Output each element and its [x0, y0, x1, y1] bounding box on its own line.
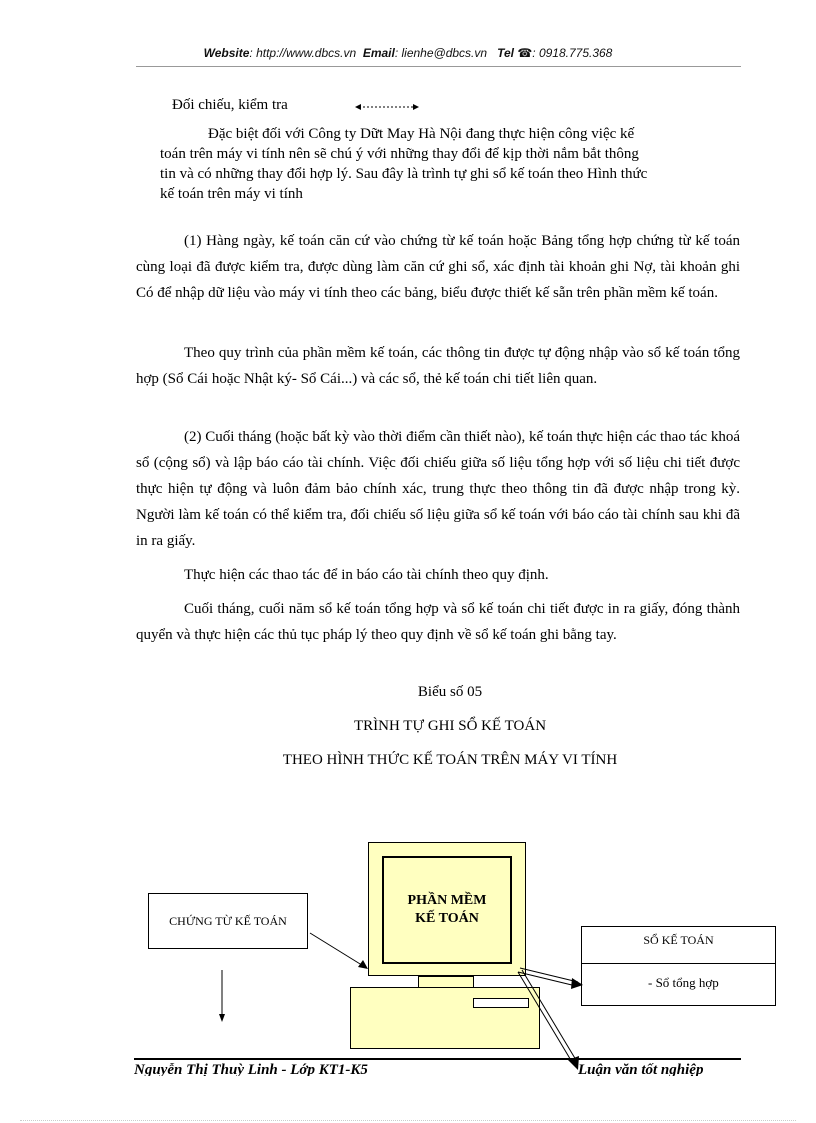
paragraph-1-line: tin và có những thay đổi hợp lý. Sau đây là trình tự ghi sổ kế toán theo Hình thức — [160, 166, 648, 182]
ledger-title: SỔ KẾ TOÁN — [582, 927, 775, 964]
arrow-source-to-software — [310, 933, 365, 967]
paragraph-2: (1) Hàng ngày, kế toán căn cứ vào chứng từ kế toán hoặc Bảng tổng hợp chứng từ kế toán cùng loại đã được kiểm tra, được dùng làm căn cứ ghi sổ, xác định tài khoản ghi Nợ, tài khoản ghi Có để nhập dữ liệu vào máy vi tính theo các bảng, biểu được thiết kế sẵn trên phần mềm kế toán. — [136, 233, 740, 301]
page-bottom-border — [20, 1120, 796, 1121]
top-note: Đối chiếu, kiểm tra — [172, 97, 288, 113]
arrowhead-icon — [219, 1014, 225, 1022]
paragraph-1-line: toán trên máy vi tính nên sẽ chú ý với những thay đổi để kịp thời nắm bắt thông — [160, 146, 639, 162]
ledger-box — [581, 926, 776, 1006]
paragraph-5: Thực hiện các thao tác để in báo cáo tài chính theo quy định. — [184, 567, 549, 583]
figure-title-1: TRÌNH TỰ GHI SỔ KẾ TOÁN — [353, 718, 547, 734]
arrow-software-to-report — [518, 972, 572, 1062]
paragraph-1 — [160, 124, 740, 204]
footer-author: Nguyễn Thị Thuỳ Linh - Lớp KT1-K5 — [134, 1062, 368, 1076]
website-label: Website — [203, 46, 250, 60]
paragraph-4: (2) Cuối tháng (hoặc bất kỳ vào thời điểm cần thiết nào), kế toán thực hiện các thao tác khoá sổ (cộng sổ) và lập báo cáo tài chính. Việc đối chiếu giữa số liệu tổng hợp với số liệu chi tiết được thực hiện tự động và luôn đảm bảo chính xác, trung thực theo thông tin đã được nhập trong kỳ. Người làm kế toán có thể kiểm tra, đối chiếu số liệu giữa sổ kế toán với báo cáo tài chính sau khi đã in ra giấy. — [136, 429, 740, 549]
flow-arrows — [200, 900, 600, 1080]
figure-label: Biểu số 05 — [417, 684, 483, 700]
ledger-item: - Sổ tổng hợp — [648, 975, 719, 990]
page-header — [0, 46, 816, 60]
software-label-line: KẾ TOÁN — [415, 911, 479, 926]
footer-rule — [134, 1058, 741, 1060]
tel-value: : 0918.775.368 — [532, 46, 613, 60]
arrowhead-icon — [358, 960, 368, 969]
paragraph-3: Theo quy trình của phần mềm kế toán, các thông tin được tự động nhập vào sổ kế toán tổng hợp (Sổ Cái hoặc Nhật ký- Sổ Cái...) và các sổ, thẻ kế toán chi tiết liên quan. — [136, 345, 740, 387]
double-arrow-icon — [355, 100, 419, 114]
tel-label: Tel — [497, 46, 514, 60]
paragraph-6: Cuối tháng, cuối năm sổ kế toán tổng hợp và sổ kế toán chi tiết được in ra giấy, đóng thành quyển và thực hiện các thủ tục pháp lý theo quy định về sổ kế toán ghi bằng tay. — [136, 601, 740, 643]
email-label: Email — [362, 46, 395, 60]
email-value: : lienhe@dbcs.vn — [394, 46, 488, 60]
figure-title-2: THEO HÌNH THỨC KẾ TOÁN TRÊN MÁY VI TÍNH — [282, 752, 618, 768]
arrowhead-icon — [571, 978, 583, 989]
software-label-line: PHẦN MỀM — [407, 893, 487, 908]
header-rule — [136, 66, 741, 67]
website-value: : http://www.dbcs.vn — [249, 46, 357, 60]
source-documents-label: CHỨNG TỪ KẾ TOÁN — [169, 914, 287, 928]
paragraph-1-line: Đặc biệt đối với Công ty Dữt May Hà Nội đang thực hiện công việc kế — [208, 126, 635, 142]
footer-thesis-label: Luận văn tốt nghiệp — [578, 1062, 704, 1076]
paragraph-1-line: kế toán trên máy vi tính — [160, 186, 303, 202]
phone-icon: ☎ — [517, 46, 533, 60]
